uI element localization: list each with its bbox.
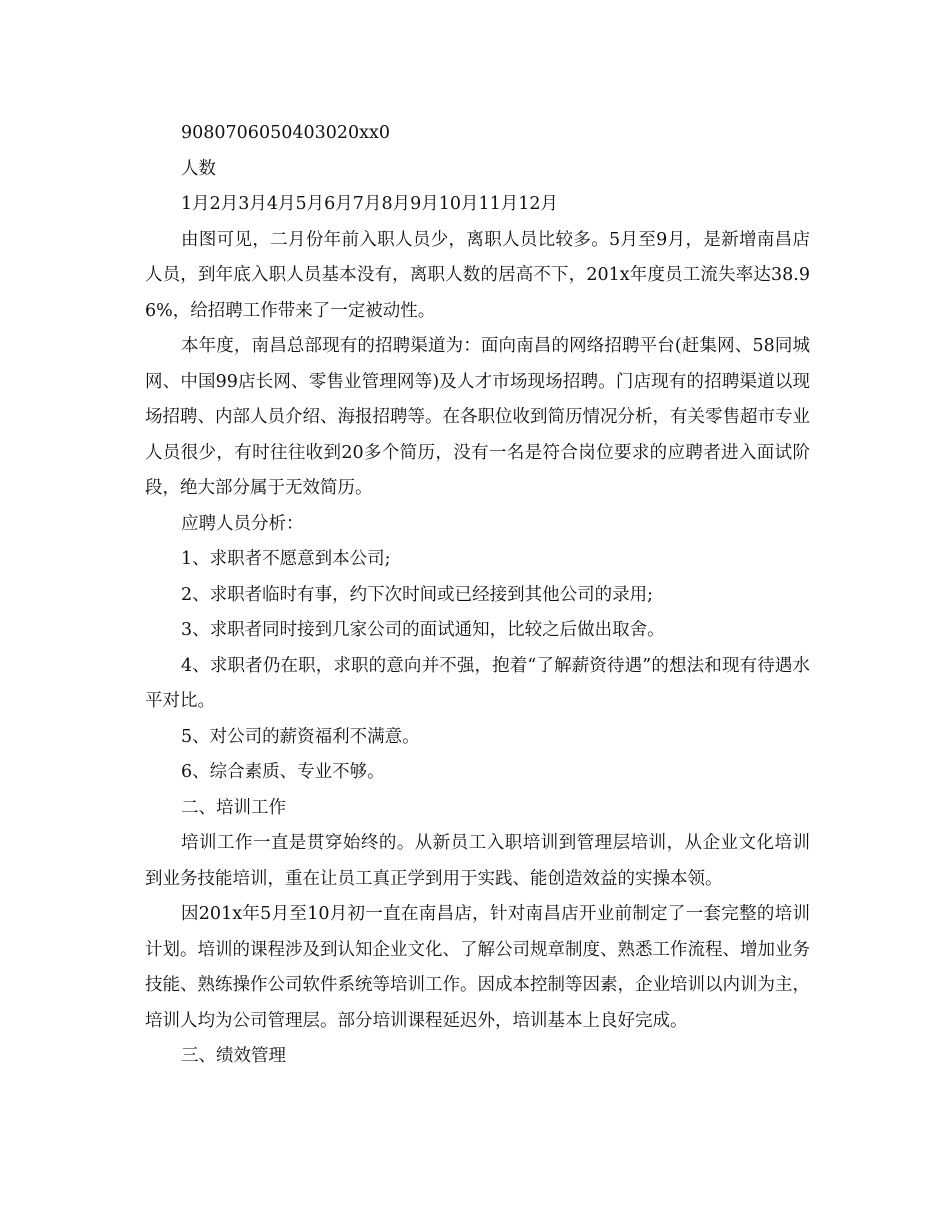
chart-axis-values: 9080706050403020xx0 [181, 123, 391, 143]
list-item: 1、求职者不愿意到本公司; [181, 549, 391, 569]
list-item: 3、求职者同时接到几家公司的面试通知，比较之后做出取舍。 [181, 620, 665, 640]
section-heading-performance: 三、绩效管理 [181, 1046, 286, 1066]
section-heading-training: 二、培训工作 [181, 797, 286, 818]
paragraph-training-plan: 因201x年5月至10月初一直在南昌店，针对南昌店开业前制定了一套完整的培训计划。培训的课程涉及到认知企业文化、了解公司规章制度、熟悉工作流程、增加业务技能、熟练操作公司软件系统等培训工作。因成本控制等因素，企业培训以内训为主，培训人均为公司管理层。部分培训课程延迟外，培训基本上良好完成。 [145, 904, 810, 1031]
list-item: 4、求职者仍在职，求职的意向并不强，抱着“了解薪资待遇”的想法和现有待遇水平对比。 [145, 655, 810, 711]
list-item: 6、综合素质、专业不够。 [181, 762, 385, 782]
chart-y-label: 人数 [181, 158, 216, 179]
list-item: 2、求职者临时有事，约下次时间或已经接到其他公司的录用; [181, 584, 654, 605]
paragraph-recruitment-channels: 本年度，南昌总部现有的招聘渠道为：面向南昌的网络招聘平台(赶集网、58同城网、中国99店长网、零售业管理网等)及人才市场现场招聘。门店现有的招聘渠道以现场招聘、内部人员介绍、海报招聘等。在各职位收到简历情况分析，有关零售超市专业人员很少，有时往往收到20多个简历，没有一名是符合岗位要求的应聘者进入面试阶段，绝大部分属于无效简历。 [145, 336, 810, 498]
paragraph-training-overview: 培训工作一直是贯穿始终的。从新员工入职培训到管理层培训，从企业文化培训到业务技能培训，重在让员工真正学到用于实践、能创造效益的实操本领。 [145, 833, 810, 889]
document-body [145, 116, 810, 1075]
paragraph-turnover-summary: 由图可见，二月份年前入职人员少，离职人员比较多。5月至9月，是新增南昌店人员，到年底入职人员基本没有，离职人数的居高不下，201x年度员工流失率达38.96%，给招聘工作带来了一定被动性。 [145, 229, 810, 321]
list-item: 5、对公司的薪资福利不满意。 [181, 726, 420, 747]
applicant-analysis-heading: 应聘人员分析： [181, 513, 304, 534]
chart-month-labels: 1月2月3月4月5月6月7月8月9月10月11月12月 [181, 194, 559, 214]
